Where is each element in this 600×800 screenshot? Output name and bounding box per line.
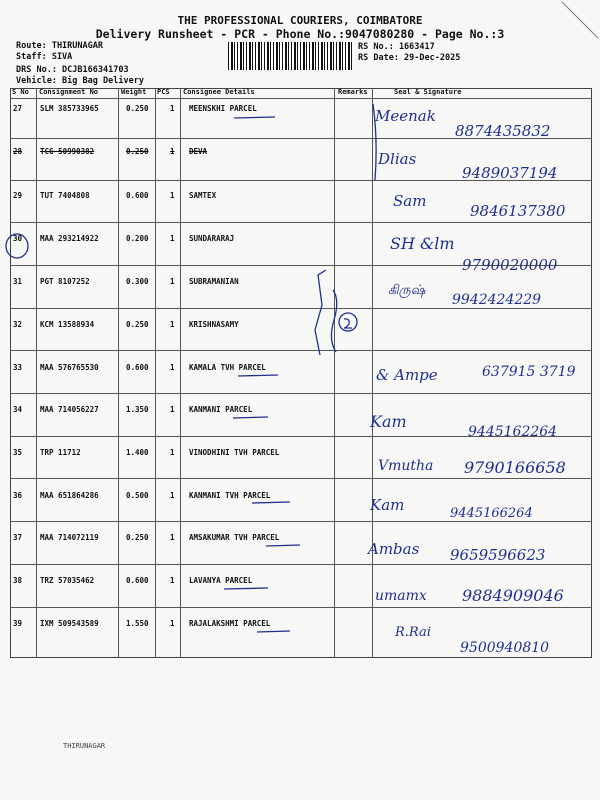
phone-row-35: 9790166658 (464, 458, 566, 477)
col-header-sno: S No (12, 88, 29, 96)
row-34-consignee: KANMANI PARCEL (189, 405, 253, 414)
phone-row-29: 9846137380 (470, 202, 566, 220)
phone-row-34: 9445162264 (468, 424, 558, 440)
col-header-pcs: PCS (157, 88, 170, 96)
row-29-pcs: 1 (170, 191, 175, 200)
row-38-sno: 38 (13, 576, 23, 585)
row-38-weight: 0.600 (126, 576, 149, 585)
row-32-consignment: KCM 13588934 (40, 320, 95, 329)
row-31-weight: 0.300 (126, 277, 149, 286)
row-32-weight: 0.250 (126, 320, 149, 329)
row-33-sno: 33 (13, 363, 23, 372)
row-35-weight: 1.400 (126, 448, 149, 457)
row-39-consignee: RAJALAKSHMI PARCEL (189, 619, 271, 628)
row-32-sno: 32 (13, 320, 23, 329)
signature-row-31: கிருஷ் (388, 283, 426, 298)
col-header-weight: Weight (121, 88, 147, 96)
row-30-sno: 30 (13, 234, 23, 243)
row-39-pcs: 1 (170, 619, 175, 628)
row-33-consignee: KAMALA TVH PARCEL (189, 363, 266, 372)
signature-row-30: SH &lm (390, 234, 455, 253)
row-35-consignment: TRP 11712 (40, 448, 81, 457)
col-header-remarks: Remarks (338, 88, 368, 96)
row-30-pcs: 1 (170, 234, 175, 243)
row-39-weight: 1.550 (126, 619, 149, 628)
vehicle-label: Vehicle: Big Bag Delivery (16, 76, 144, 86)
row-39-consignment: IXM 509543589 (40, 619, 99, 628)
signature-row-29: Sam (393, 192, 427, 210)
row-31-pcs: 1 (170, 277, 175, 286)
row-37-weight: 0.250 (126, 533, 149, 542)
row-29-sno: 29 (13, 191, 23, 200)
row-33-pcs: 1 (170, 363, 175, 372)
col-header-seal-signature: Seal & Signature (394, 88, 462, 96)
row-33-weight: 0.600 (126, 363, 149, 372)
row-34-sno: 34 (13, 405, 23, 414)
signature-row-36: Kam (370, 496, 405, 514)
row-37-sno: 37 (13, 533, 23, 542)
runsheet-title: Delivery Runsheet - PCR - Phone No.:9047080280 - Page No.:3 (95, 27, 505, 41)
phone-row-28: 9489037194 (462, 164, 558, 182)
phone-row-37: 9659596623 (450, 546, 546, 564)
row-27-consignment: SLM 385733965 (40, 104, 99, 113)
row-28-sno: 28 (13, 147, 23, 156)
row-34-pcs: 1 (170, 405, 175, 414)
phone-row-36: 9445166264 (450, 506, 533, 521)
phone-row-27: 8874435832 (455, 122, 551, 140)
phone-row-39: 9500940810 (460, 640, 550, 656)
row-28-pcs: 1 (170, 147, 175, 156)
row-29-consignee: SAMTEX (189, 191, 217, 200)
row-35-consignee: VINODHINI TVH PARCEL (189, 448, 280, 457)
row-27-pcs: 1 (170, 104, 175, 113)
phone-row-31: 9942424229 (452, 292, 542, 308)
signature-row-39: R.Rai (395, 625, 431, 640)
row-34-weight: 1.350 (126, 405, 149, 414)
row-29-weight: 0.600 (126, 191, 149, 200)
row-36-weight: 0.500 (126, 491, 149, 500)
row-27-weight: 0.250 (126, 104, 149, 113)
phone-row-30: 9790020000 (462, 256, 558, 274)
row-31-sno: 31 (13, 277, 23, 286)
col-header-consignee: Consignee Details (183, 88, 255, 96)
signature-row-33: & Ampe (376, 366, 438, 384)
signature-row-28: Dlias (378, 150, 417, 168)
row-38-consignment: TRZ 57035462 (40, 576, 95, 585)
signature-row-38: umamx (375, 588, 427, 604)
signature-row-37: Ambas (368, 540, 420, 558)
col-header-consignment: Consignment No (39, 88, 99, 96)
signature-row-27: Meenak (375, 107, 436, 125)
row-35-pcs: 1 (170, 448, 175, 457)
row-27-sno: 27 (13, 104, 23, 113)
signature-row-35: Vmutha (378, 458, 434, 474)
row-29-consignment: TUT 7404808 (40, 191, 90, 200)
drs-label: DRS No.: DCJB166341703 (16, 65, 129, 75)
phone-row-38: 9884909046 (462, 586, 564, 605)
row-39-sno: 39 (13, 619, 23, 628)
row-36-consignee: KANMANI TVH PARCEL (189, 491, 271, 500)
row-35-sno: 35 (13, 448, 23, 457)
row-37-consignment: MAA 714072119 (40, 533, 99, 542)
row-28-weight: 0.250 (126, 147, 149, 156)
company-title: THE PROFESSIONAL COURIERS, COIMBATORE (177, 14, 423, 27)
row-31-consignee: SUBRAMANIAN (189, 277, 239, 286)
staff-label: Staff: SIVA (16, 52, 73, 62)
row-37-consignee: AMSAKUMAR TVH PARCEL (189, 533, 280, 542)
row-33-consignment: MAA 576765530 (40, 363, 99, 372)
row-38-pcs: 1 (170, 576, 175, 585)
signature-row-34: Kam (370, 412, 407, 431)
row-31-consignment: PGT 8107252 (40, 277, 90, 286)
row-30-consignee: SUNDARARAJ (189, 234, 235, 243)
row-27-consignee: MEENSKHI PARCEL (189, 104, 257, 113)
row-36-pcs: 1 (170, 491, 175, 500)
row-32-consignee: KRISHNASAMY (189, 320, 239, 329)
row-34-consignment: MAA 714056227 (40, 405, 99, 414)
row-30-weight: 0.200 (126, 234, 149, 243)
row-37-pcs: 1 (170, 533, 175, 542)
route-label: Route: THIRUNAGAR (16, 41, 103, 51)
row-28-consignment: TCG 50990382 (40, 147, 95, 156)
row-36-consignment: MAA 651864286 (40, 491, 99, 500)
row-32-pcs: 1 (170, 320, 175, 329)
bottom-note: THIRUNAGAR (63, 742, 106, 750)
row-28-consignee: DEVA (189, 147, 208, 156)
row-38-consignee: LAVANYA PARCEL (189, 576, 253, 585)
rs-date: RS Date: 29-Dec-2025 (358, 53, 461, 63)
rs-number: RS No.: 1663417 (358, 42, 435, 52)
row-30-consignment: MAA 293214922 (40, 234, 99, 243)
row-36-sno: 36 (13, 491, 23, 500)
phone-row-33: 637915 3719 (482, 364, 576, 380)
